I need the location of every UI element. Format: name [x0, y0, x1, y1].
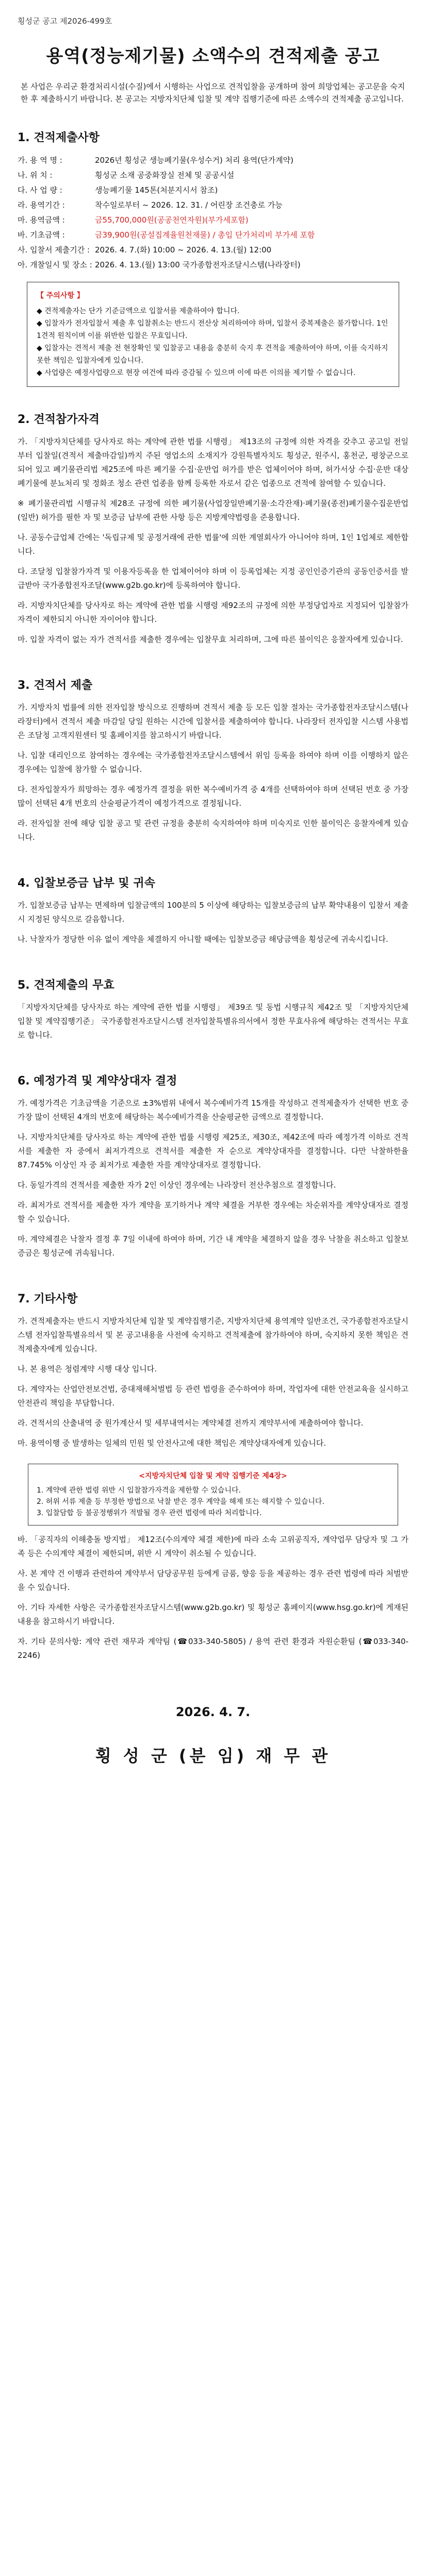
info-row-key: 사. 입찰서 제출기간 :	[18, 245, 90, 255]
notice-date: 2026. 4. 7.	[175, 1705, 251, 1719]
info-row-value: 생능폐기물 145톤(처분지시서 참조)	[95, 185, 218, 195]
intro-text: 본 사업은 우리군 환경처리시설(수질)에서 시행하는 사업으로 견적입찰을 공개하며 참여 희망업체는 공고문을 숙지한 후 제출하시기 바랍니다. 본 공고는 지방자치단체 입찰 및 계약 집행기준에 따른 소액수의 견적제출 공고입니다.	[21, 82, 405, 104]
paragraph: 가. 입찰보증금 납부는 면제하며 입찰금액의 100분의 5 이상에 해당하는 입찰보증금의 납부 확약내용이 입찰서 제출 시 지정된 양식으로 갈음합니다.	[18, 901, 408, 924]
section7-body-after	[18, 1533, 408, 1669]
regulation-box	[28, 1464, 398, 1526]
info-row-value: 금55,700,000원(공공천연자원)(부가세포함)	[95, 215, 249, 225]
info-row	[18, 258, 408, 273]
regulation-box-lines	[37, 1485, 389, 1519]
paragraph-gap	[18, 1226, 408, 1232]
section2-body	[18, 435, 408, 653]
paragraph: 나. 공동수급업체 간에는 '독립규제 및 공정거래에 관한 법률'에 의한 계열회사가 아니어야 하며, 1인 1업체로 제한합니다.	[18, 533, 408, 556]
paragraph-gap	[18, 1192, 408, 1198]
paragraph-gap	[18, 1172, 408, 1178]
info-row-value: 2026. 4. 7.(화) 10:00 ~ 2026. 4. 13.(월) 12:00	[95, 245, 272, 255]
info-row-value: 금39,900원(공설집계율원천재물) / 총입 단가처리비 부가세 포함	[95, 230, 315, 240]
section2-heading: 2. 견적참가자격	[18, 413, 100, 426]
paragraph: 다. 동일가격의 견적서를 제출한 자가 2인 이상인 경우에는 나라장터 전산추첨으로 결정합니다.	[18, 1180, 336, 1190]
paragraph: 아. 기타 자세한 사항은 국가종합전자조달시스템(www.g2b.go.kr) 및 횡성군 홈페이지(www.hsg.go.kr)에 게재된 내용을 참고하시기 바랍니다.	[18, 1603, 408, 1626]
paragraph-gap	[18, 1410, 408, 1416]
section5-heading: 5. 견적제출의 무효	[18, 979, 114, 992]
paragraph-gap	[18, 1042, 408, 1048]
info-row	[18, 213, 408, 228]
section6-heading: 6. 예정가격 및 계약상대자 결정	[18, 1075, 177, 1088]
paragraph: 나. 지방자치단체를 당사자로 하는 계약에 관한 법률 시행령 제25조, 제30조, 제42조에 따라 예정가격 이하로 견적서를 제출한 자 중에서 최저가격으로 견적서를 제출한 자 순으로 계약상대자를 결정합니다. 다만 낙찰하한율 87.745% 이상인 자 중 최저가로 제출한 자를 계약상대자로 결정합니다.	[18, 1132, 408, 1170]
paragraph-gap	[18, 1561, 408, 1567]
paragraph: 나. 본 용역은 청렴계약 시행 대상 입니다.	[18, 1364, 157, 1374]
paragraph-gap	[18, 647, 408, 653]
paragraph: 사. 본 계약 건 이행과 관련하여 계약부서 담당공무원 등에게 금품, 향응 등을 제공하는 경우 관련 법령에 따라 처벌받을 수 있습니다.	[18, 1569, 408, 1592]
paragraph: ※ 폐기물관리법 시행규칙 제28조 규정에 의한 폐기물(사업장일반폐기물·소각잔재)·폐기물(종전)폐기물수집운반업(일반) 허가를 필한 자 및 보증금 납부에 관한 사항 등은 지방계약법령을 준용합니다.	[18, 499, 408, 522]
paragraph-gap	[18, 558, 408, 565]
section7-heading: 7. 기타사항	[18, 1293, 78, 1306]
paragraph-gap	[18, 844, 408, 851]
regulation-line: 2. 허위 서류 제출 등 부정한 방법으로 낙찰 받은 경우 계약을 해제 또는 해지할 수 있습니다.	[37, 1498, 324, 1506]
paragraph-gap	[18, 626, 408, 633]
page-title: 용역(정능제기물) 소액수의 견적제출 공고	[46, 46, 380, 66]
paragraph-gap	[18, 490, 408, 497]
section4-body	[18, 899, 408, 953]
info-row-key: 바. 기초금액 :	[18, 230, 65, 240]
paragraph-gap	[18, 1376, 408, 1382]
paragraph-gap	[18, 742, 408, 749]
paragraph-gap	[18, 592, 408, 599]
paragraph: 가. 「지방자치단체를 당사자로 하는 계약에 관한 법률 시행령」 제13조의 규정에 의한 자격을 갖추고 공고일 전일부터 입찰일(견적서 제출마감일)까지 주된 영업소의 소재지가 강원특별자치도 횡성군, 원주시, 홍천군, 평창군으로 되어 있고 폐기물관리법 제25조에 따른 폐기물 수집·운반업 허가를 받은 업체이어야 하며, 허가서상 수집·운반 대상 폐기물에 분뇨처리 및 정화조 청소 관련 업종을 함께 등록한 자로서 같은 업종으로 견적에 참여할 수 있습니다.	[18, 437, 408, 488]
paragraph: 다. 조달청 입찰참가자격 및 이용자등록을 한 업체이어야 하며 이 등록업체는 지정 공인인증기관의 공동인증서를 발급받아 국가종합전자조달(www.g2b.go.kr)에 등록하여야 합니다.	[18, 567, 408, 590]
issuing-organization: 횡 성 군 (분 임) 재 무 관	[95, 1746, 331, 1766]
paragraph-gap	[18, 1629, 408, 1635]
info-row	[18, 183, 408, 198]
info-row-key: 나. 위 치 :	[18, 171, 53, 180]
paragraph-gap	[18, 1595, 408, 1601]
info-row-key: 마. 용역금액 :	[18, 215, 65, 225]
notice-number: 횡성군 공고 제2026-499호	[18, 16, 112, 26]
info-row	[18, 243, 408, 258]
info-row-value: 횡성군 소재 공중화장실 전체 및 공공시설	[95, 171, 235, 180]
paragraph: 라. 견적서의 산출내역 중 원가계산서 및 세부내역서는 계약체결 전까지 계약부서에 제출하여야 합니다.	[18, 1418, 364, 1428]
info-row	[18, 153, 408, 168]
paragraph: 「지방자치단체를 당사자로 하는 계약에 관한 법률 시행령」 제39조 및 동법 시행규칙 제42조 및 「지방자치단체 입찰 및 계약집행기준」 국가종합전자조달시스템 전자입찰특별유의서에서 정한 무효사유에 해당하는 견적서는 무효로 합니다.	[18, 1003, 408, 1040]
section1-rows	[18, 153, 408, 273]
section7-body	[18, 1314, 408, 1456]
info-row-value: 착수일로부터 ~ 2026. 12. 31. / 어린장 조건충로 가능	[95, 200, 283, 210]
paragraph-gap	[18, 1663, 408, 1669]
caution-line: ◆ 사업량은 예정사업량으로 현장 여건에 따라 증감될 수 있으며 이에 따른 이의를 제기할 수 없습니다.	[37, 369, 356, 377]
paragraph: 마. 계약체결은 낙찰자 결정 후 7일 이내에 하여야 하며, 기간 내 계약을 체결하지 않을 경우 낙찰을 취소하고 입찰보증금은 횡성군에 귀속됩니다.	[18, 1234, 408, 1258]
info-row-key: 가. 용 역 명 :	[18, 156, 62, 165]
paragraph: 라. 지방자치단체를 당사자로 하는 계약에 관한 법률 시행령 제92조의 규정에 의한 부정당업자로 지정되어 입찰참가자격이 제한되지 아니한 자이어야 합니다.	[18, 601, 408, 624]
section5-body	[18, 1001, 408, 1048]
paragraph-gap	[18, 1450, 408, 1456]
paragraph-gap	[18, 1260, 408, 1266]
info-row-value: 2026. 4. 13.(월) 13:00 국가종합전자조달시스템(나라장터)	[95, 260, 301, 269]
caution-line: ◆ 견적제출자는 단가 기준금액으로 입찰서를 제출하여야 합니다.	[37, 307, 240, 315]
section3-body	[18, 701, 408, 851]
paragraph: 가. 견적제출자는 반드시 지방자치단체 입찰 및 계약집행기준, 지방자치단체 용역계약 일반조건, 국가종합전자조달시스템 전자입찰특별유의서 및 본 공고내용을 사전에 숙지하고 견적제출에 참가하여야 하며, 숙지하지 못한 책임은 견적제출자에게 있습니다.	[18, 1316, 408, 1353]
info-row-key: 라. 용역기간 :	[18, 200, 65, 210]
paragraph: 자. 기타 문의사항: 계약 관련 재무과 계약팀 (☎033-340-5805) / 용역 관련 환경과 자원순환팀 (☎033-340-2246)	[18, 1637, 408, 1660]
paragraph: 라. 전자입찰 전에 해당 입찰 공고 및 관련 규정을 충분히 숙지하여야 하며 미숙지로 인한 불이익은 응찰자에게 있습니다.	[18, 819, 408, 842]
paragraph-gap	[18, 926, 408, 933]
caution-line: ◆ 입찰자는 견적서 제출 전 현장확인 및 입찰공고 내용을 충분히 숙지 후 견적을 제출하여야 하며, 이를 숙지하지 못한 책임은 입찰자에게 있습니다.	[37, 344, 388, 365]
info-row-key: 아. 개찰일시 및 장소 :	[18, 260, 92, 269]
paragraph: 다. 전자입찰자가 희망하는 경우 예정가격 결정을 위한 복수예비가격 중 4개를 선택하여야 하며 선택된 번호 중 가장 많이 선택된 4개 번호의 산술평균가격이 예정가격으로 결정됩니다.	[18, 785, 408, 808]
paragraph: 다. 계약자는 산업안전보건법, 중대재해처벌법 등 관련 법령을 준수하여야 하며, 작업자에 대한 안전교육을 실시하고 안전관리 책임을 부담합니다.	[18, 1384, 408, 1408]
paragraph: 나. 낙찰자가 정당한 이유 없이 계약을 체결하지 아니할 때에는 입찰보증금 해당금액을 횡성군에 귀속시킵니다.	[18, 935, 388, 944]
info-row-value: 2026년 횡성군 생능폐기물(우성수거) 처리 용역(단가계약)	[95, 156, 293, 165]
regulation-box-title: <지방자치단체 입찰 및 계약 집행기준 제4장>	[139, 1472, 287, 1480]
paragraph-gap	[18, 524, 408, 531]
paragraph-gap	[18, 776, 408, 783]
caution-box-lines	[37, 305, 389, 379]
section4-heading: 4. 입찰보증금 납부 및 귀속	[18, 877, 155, 890]
section6-body	[18, 1096, 408, 1266]
caution-box	[27, 282, 399, 387]
info-row	[18, 168, 408, 183]
paragraph: 마. 용역이행 중 발생하는 일체의 민원 및 안전사고에 대한 책임은 계약상대자에게 있습니다.	[18, 1438, 326, 1448]
paragraph: 마. 입찰 자격이 없는 자가 견적서를 제출한 경우에는 입찰무효 처리하며, 그에 따른 불이익은 응찰자에게 있습니다.	[18, 635, 403, 644]
paragraph: 바. 「공직자의 이해충돌 방지법」 제12조(수의계약 체결 제한)에 따라 소속 고위공직자, 계약업무 담당자 및 그 가족 등은 수의계약 체결이 제한되며, 위반 시 계약이 취소될 수 있습니다.	[18, 1535, 408, 1558]
paragraph: 나. 입찰 대리인으로 참여하는 경우에는 국가종합전자조달시스템에서 위임 등록을 하여야 하며 이를 이행하지 않은 경우에는 입찰에 참가할 수 없습니다.	[18, 751, 408, 774]
paragraph-gap	[18, 1430, 408, 1436]
paragraph: 가. 지방자치 법률에 의한 전자입찰 방식으로 진행하며 견적서 제출 등 모든 입찰 절차는 국가종합전자조달시스템(나라장터)에서 견적서 제출 마감일 당일 원하는 시간에 입찰서를 제출하여야 합니다. 나라장터 전자입찰 시스템 사용법은 조달청 고객지원센터 및 홈페이지를 참고하시기 바랍니다.	[18, 703, 408, 740]
paragraph: 라. 최저가로 견적서를 제출한 자가 계약을 포기하거나 계약 체결을 거부한 경우에는 차순위자를 계약상대자로 결정할 수 있습니다.	[18, 1200, 408, 1224]
info-row-key: 다. 사 업 량 :	[18, 185, 62, 195]
paragraph-gap	[18, 810, 408, 817]
regulation-line: 1. 계약에 관한 법령 위반 시 입찰참가자격을 제한할 수 있습니다.	[37, 1486, 241, 1495]
caution-box-title: 【 주의사항 】	[37, 292, 84, 300]
paragraph: 가. 예정가격은 기초금액을 기준으로 ±3%범위 내에서 복수예비가격 15개를 작성하고 견적제출자가 선택한 번호 중 가장 많이 선택된 4개의 번호에 해당하는 복수예비가격을 산술평균한 금액으로 결정합니다.	[18, 1098, 408, 1122]
paragraph-gap	[18, 946, 408, 953]
section3-heading: 3. 견적서 제출	[18, 679, 93, 692]
regulation-line: 3. 입찰담합 등 불공정행위가 적발될 경우 관련 법령에 따라 처리합니다.	[37, 1509, 262, 1517]
info-row	[18, 228, 408, 243]
caution-line: ◆ 입찰자가 전자입찰서 제출 후 입찰취소는 반드시 전산상 처리하여야 하며, 입찰서 중복제출은 불가합니다. 1인 1견적 원칙이며 이를 위반한 입찰은 무효입니다.	[37, 319, 388, 340]
section1-heading: 1. 견적제출사항	[18, 131, 100, 144]
paragraph-gap	[18, 1356, 408, 1362]
paragraph-gap	[18, 1124, 408, 1130]
info-row	[18, 198, 408, 213]
